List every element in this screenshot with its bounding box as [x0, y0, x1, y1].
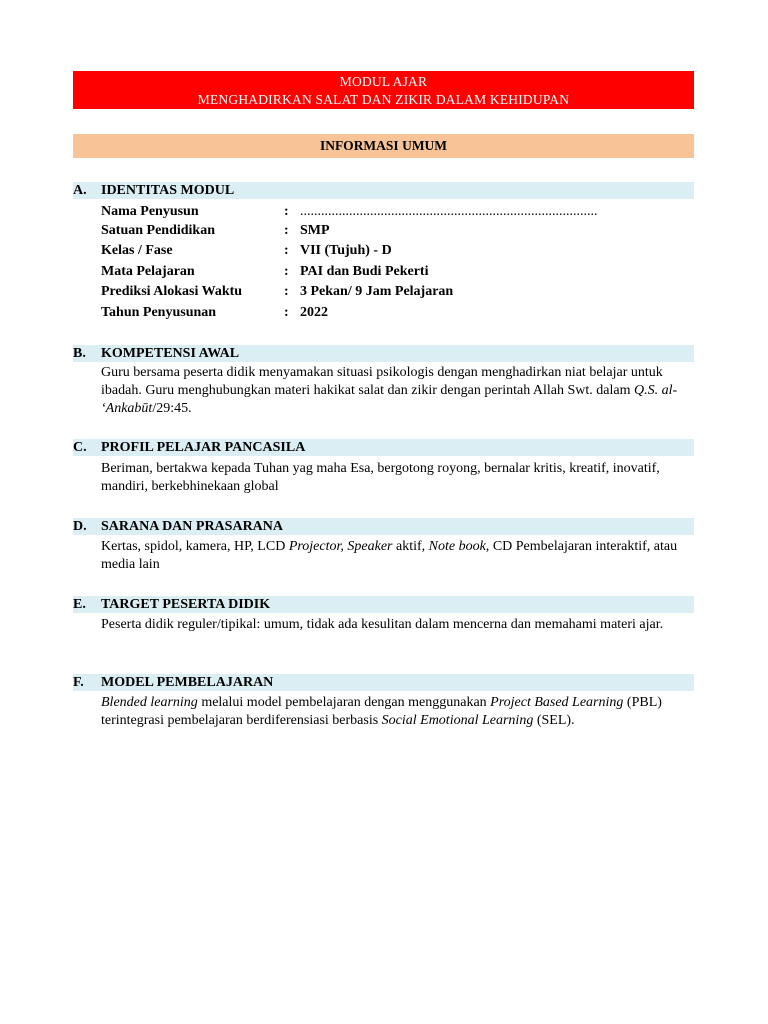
section-f-title: MODEL PEMBELAJARAN [101, 675, 274, 690]
row-colon: : [284, 204, 289, 219]
identity-row-tahun [101, 303, 694, 323]
text-run-italic: Note book, [428, 539, 490, 554]
text-run-italic: Q.S. al- ‘Ankabūt [101, 383, 678, 416]
section-d-letter: D. [73, 519, 87, 534]
row-colon: : [284, 264, 289, 279]
row-value: SMP [300, 223, 330, 238]
text-run: (SEL). [533, 713, 575, 728]
kompetensi-awal-text [101, 364, 694, 418]
text-run-italic: Social Emotional Learning [381, 713, 534, 728]
row-value: ..................................................................................... [300, 204, 598, 219]
section-f-letter: F. [73, 675, 84, 690]
section-e-letter: E. [73, 597, 86, 612]
section-d-title: SARANA DAN PRASARANA [101, 519, 284, 534]
row-label: Mata Pelajaran [101, 264, 195, 279]
target-peserta-text: Peserta didik reguler/tipikal: umum, tidak ada kesulitan dalam mencerna dan memahami materi ajar. [101, 617, 664, 632]
text-run: aktif, [392, 539, 429, 554]
model-pembelajaran-text [101, 694, 694, 730]
section-e-title: TARGET PESERTA DIDIK [101, 597, 271, 612]
identity-row-kelas [101, 241, 694, 261]
section-c-letter: C. [73, 440, 87, 455]
row-value: 2022 [300, 305, 328, 320]
text-run: Guru bersama peserta didik menyamakan situasi psikologis dengan menghadirkan niat belajar untuk ibadah. Guru menghubungkan materi hakikat salat dan zikir dengan perintah Allah Swt. dalam [101, 365, 663, 398]
section-a-letter: A. [73, 183, 87, 198]
section-c-title: PROFIL PELAJAR PANCASILA [101, 440, 306, 455]
section-e-header [73, 596, 694, 613]
profil-pancasila-text: Beriman, bertakwa kepada Tuhan yag maha Esa, bergotong royong, bernalar kritis, kreatif, inovatif, mandiri, berkebhinekaan global [101, 461, 660, 494]
row-label: Tahun Penyusunan [101, 305, 217, 320]
row-label: Nama Penyusun [101, 204, 199, 219]
identity-row-alokasi [101, 282, 694, 302]
section-d-header [73, 518, 694, 535]
identity-row-nama [101, 202, 694, 222]
row-value: 3 Pekan/ 9 Jam Pelajaran [300, 284, 454, 299]
text-run: /29:45. [152, 401, 192, 416]
row-label: Satuan Pendidikan [101, 223, 215, 238]
row-value: VII (Tujuh) - D [300, 243, 392, 258]
row-colon: : [284, 243, 289, 258]
text-run-italic: Blended learning [101, 695, 198, 710]
row-label: Prediksi Alokasi Waktu [101, 284, 243, 299]
section-b-title: KOMPETENSI AWAL [101, 346, 240, 361]
row-label: Kelas / Fase [101, 243, 173, 258]
sarana-prasarana-text [101, 538, 694, 574]
section-b-header [73, 345, 694, 362]
row-colon: : [284, 284, 289, 299]
text-run-italic: Projector, Speaker [288, 539, 393, 554]
text-run: melalui model pembelajaran dengan menggunakan [197, 695, 491, 710]
text-run: Kertas, spidol, kamera, HP, LCD [101, 539, 289, 554]
info-umum-bar: INFORMASI UMUM [73, 134, 694, 158]
row-value: PAI dan Budi Pekerti [300, 264, 429, 279]
row-colon: : [284, 223, 289, 238]
section-f-header [73, 674, 694, 691]
module-title-banner [73, 71, 694, 109]
section-c-header [73, 439, 694, 456]
section-a-title: IDENTITAS MODUL [101, 183, 235, 198]
identity-row-mapel [101, 262, 694, 282]
row-colon: : [284, 305, 289, 320]
section-a-header [73, 182, 694, 199]
text-run: CD Pembelajaran interaktif, atau media lain [101, 539, 678, 572]
module-title-line2: MENGHADIRKAN SALAT DAN ZIKIR DALAM KEHIDUPAN [197, 92, 570, 107]
text-run: (PBL) terintegrasi pembelajaran berdiferensiasi berbasis [101, 695, 662, 728]
module-title-line1: MODUL AJAR [339, 74, 428, 89]
section-b-letter: B. [73, 346, 86, 361]
text-run-italic: Project Based Learning [490, 695, 624, 710]
identity-row-satuan [101, 221, 694, 241]
